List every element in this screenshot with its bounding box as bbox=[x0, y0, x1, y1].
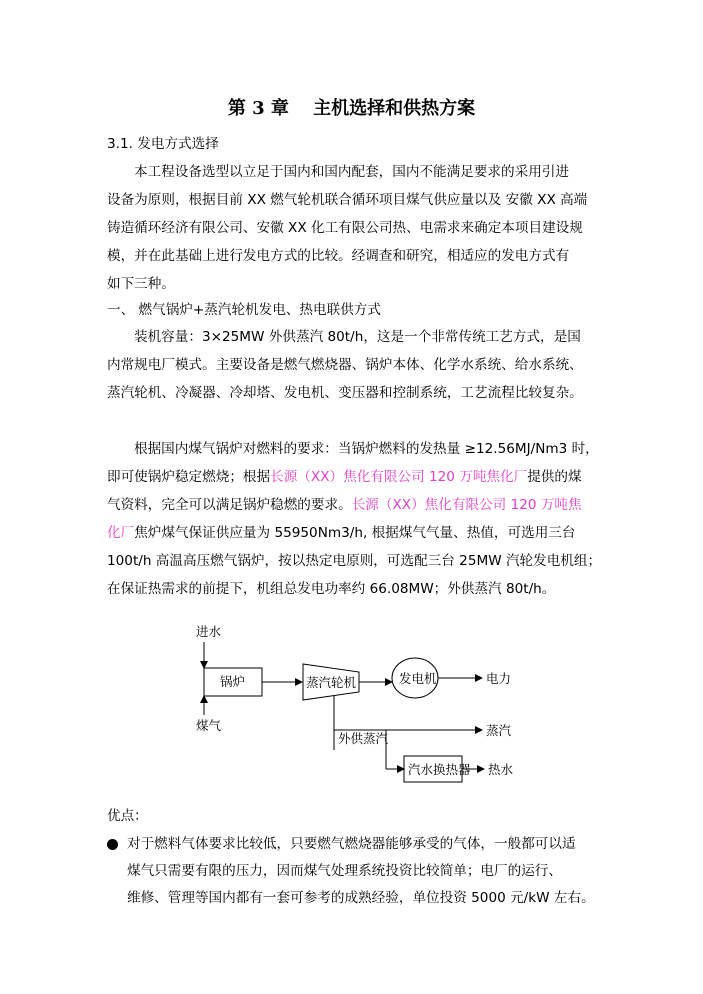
generator-label: 发电机 bbox=[399, 671, 437, 686]
method-heading: 一、 燃气锅炉+蒸汽轮机发电、热电联供方式 bbox=[107, 302, 381, 318]
steam-label: 蒸汽 bbox=[486, 723, 512, 738]
power-label: 电力 bbox=[486, 671, 512, 686]
intro-line-1: 本工程设备选型以立足于国内和国内配套，国内不能满足要求的采用引进 bbox=[134, 164, 569, 180]
fuel-line-2-end: 提供的煤 bbox=[527, 469, 582, 485]
section-heading: 3.1. 发电方式选择 bbox=[107, 136, 219, 152]
bullet-dot-icon bbox=[107, 839, 118, 850]
fuel-line-2-text: 即可使锅炉稳定燃烧；根据 bbox=[107, 469, 271, 485]
fuel-line-5: 100t/h 高温高压燃气锅炉，按以热定电原则，可选配三台 25MW 汽轮发电机组； bbox=[107, 553, 602, 569]
capacity-line-2: 内常规电厂模式。主要设备是燃气燃烧器、锅炉本体、化学水系统、给水系统、 bbox=[107, 357, 583, 373]
bullet-line-1: 对于燃料气体要求比较低，只要燃气燃烧器能够承受的气体，一般都可以适 bbox=[127, 836, 576, 852]
hot-water-label: 热水 bbox=[488, 762, 514, 777]
turbine-label: 蒸汽轮机 bbox=[306, 675, 357, 690]
fuel-line-1: 根据国内煤气锅炉对燃料的要求：当锅炉燃料的发热量 ≥12.56MJ/Nm3 时， bbox=[134, 441, 599, 457]
company-highlight-3: 化厂 bbox=[107, 525, 135, 541]
company-highlight-2: 长源（XX）焦化有限公司 120 万吨焦 bbox=[351, 497, 582, 513]
bullet-line-3: 维修、管理等国内都有一套可参考的成熟经验，单位投资 5000 元/kW 左右。 bbox=[127, 890, 595, 906]
ext-steam-label: 外供蒸汽 bbox=[338, 731, 389, 746]
fuel-line-3-text: 气资料，完全可以满足锅炉稳燃的要求。 bbox=[107, 497, 352, 513]
bullet-line-2: 煤气只需要有限的压力，因而煤气处理系统投资比较简单；电厂的运行、 bbox=[127, 863, 562, 879]
coal-gas-label: 煤气 bbox=[196, 718, 222, 733]
exchanger-label: 汽水换热器 bbox=[408, 762, 471, 777]
chapter-title: 第 3 章 主机选择和供热方案 bbox=[227, 98, 476, 119]
capacity-line-3: 蒸汽轮机、冷凝器、冷却塔、发电机、变压器和控制系统，工艺流程比较复杂。 bbox=[107, 385, 583, 401]
intro-line-5: 如下三种。 bbox=[107, 276, 175, 292]
intro-line-2: 设备为原则，根据目前 XX 燃气轮机联合循环项目煤气供应量以及 安徽 XX 高端 bbox=[107, 192, 588, 208]
intro-line-4: 模，并在此基础上进行发电方式的比较。经调查和研究，相适应的发电方式有 bbox=[107, 248, 570, 264]
fuel-line-4-text: 焦炉煤气保证供应量为 55950Nm3/h, 根据煤气气量、热值，可选用三台 bbox=[134, 525, 576, 541]
fuel-line-6: 在保证热需求的前提下，机组总发电功率约 66.08MW；外供蒸汽 80t/h。 bbox=[107, 581, 556, 597]
company-highlight-1: 长源（XX）焦化有限公司 120 万吨焦化厂 bbox=[270, 469, 528, 485]
boiler-label: 锅炉 bbox=[220, 674, 246, 689]
intro-line-3: 铸造循环经济有限公司、安徽 XX 化工有限公司热、电需求来确定本项目建设规 bbox=[107, 220, 583, 236]
advantages-heading: 优点： bbox=[107, 808, 148, 824]
water-in-label: 进水 bbox=[196, 624, 222, 639]
capacity-line-1: 装机容量：3×25MW 外供蒸汽 80t/h，这是一个非常传统工艺方式，是国 bbox=[134, 329, 581, 345]
